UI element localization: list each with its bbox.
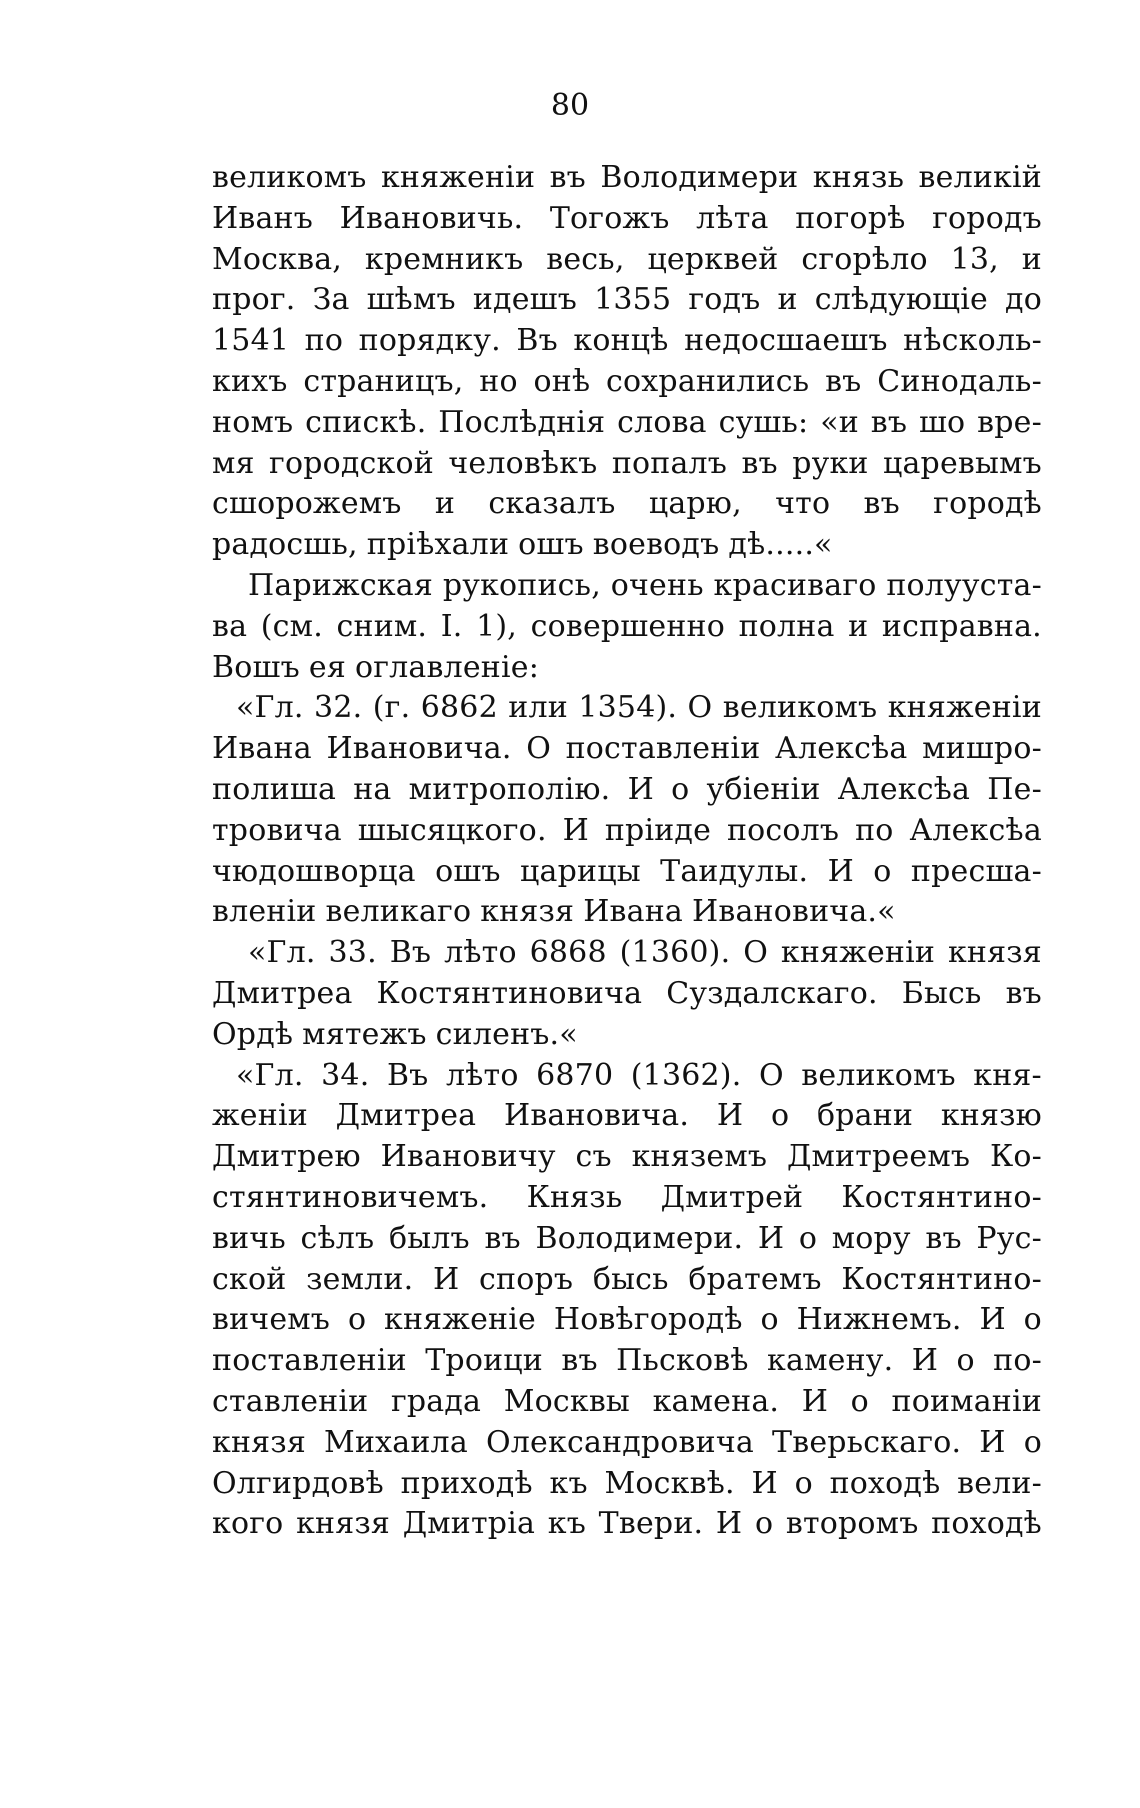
word: человѣкъ: [448, 445, 598, 481]
word: За: [312, 282, 350, 318]
word: полиша: [212, 771, 337, 807]
text-line: [212, 933, 1042, 974]
word: пріѣхали: [366, 527, 510, 563]
word: чюдошворца: [212, 853, 416, 889]
word: руки: [792, 445, 869, 481]
word: споръ: [479, 1261, 574, 1297]
word: Костянтиновича: [376, 975, 643, 1011]
page-number: 80: [550, 88, 590, 123]
word: приходѣ: [400, 1465, 533, 1501]
word: городъ: [932, 200, 1042, 236]
word: (1360).: [619, 935, 731, 971]
word: 6870: [536, 1057, 614, 1093]
word: оглавленіе:: [354, 649, 540, 685]
word: нѣсколь-: [903, 323, 1042, 359]
word: и: [1021, 241, 1042, 277]
text-line: [212, 1056, 1042, 1097]
word: мятежъ: [302, 1016, 427, 1052]
word: Твери.: [598, 1506, 704, 1542]
word: Олгирдовѣ: [212, 1465, 384, 1501]
word: лѣто: [444, 935, 517, 971]
word: пресша-: [910, 853, 1042, 889]
word: 1354).: [578, 690, 678, 726]
word: недосшаешъ: [684, 323, 888, 359]
word: Ко-: [989, 1139, 1042, 1175]
word: Нижнемъ.: [796, 1302, 962, 1338]
word: порядку.: [358, 323, 501, 359]
word: Дмитріа: [402, 1506, 536, 1542]
word: Костянтино-: [841, 1261, 1042, 1297]
word: концѣ: [573, 323, 669, 359]
word: Послѣднія: [438, 404, 606, 440]
word: шо: [918, 404, 966, 440]
word: княженіи: [887, 690, 1042, 726]
word: Пе-: [987, 771, 1042, 807]
text-line: [212, 892, 1042, 933]
word: поставленіи: [565, 731, 761, 767]
word: Ивана: [583, 894, 684, 930]
text-line: [212, 1504, 1042, 1545]
text-line: [212, 1300, 1042, 1341]
word: ва: [212, 608, 248, 644]
word: (см.: [260, 608, 323, 644]
word: О: [758, 1057, 784, 1093]
text-line: [212, 1219, 1042, 1260]
word: городѣ: [933, 486, 1042, 522]
word: о: [794, 1465, 813, 1501]
word: сказалъ: [488, 486, 616, 522]
text-line: [212, 403, 1042, 444]
word: ской: [212, 1261, 287, 1297]
text-line: [212, 321, 1042, 362]
word: поиманіи: [891, 1383, 1042, 1419]
word: ошъ: [518, 527, 584, 563]
word: страницъ,: [303, 363, 464, 399]
word: князя: [212, 1424, 306, 1460]
word: сохранились: [606, 363, 810, 399]
word: полууста-: [886, 567, 1042, 603]
word: по: [855, 812, 894, 848]
word: великаго: [325, 894, 472, 930]
word: сшорожемъ: [212, 486, 402, 522]
word: былъ: [388, 1220, 470, 1256]
word: княженіе: [384, 1302, 536, 1338]
word: Ивановича.«: [692, 894, 896, 930]
word: Костянтино-: [841, 1179, 1042, 1215]
word: О: [743, 935, 768, 971]
text-line: [212, 1015, 1042, 1056]
word: И: [801, 1383, 829, 1419]
word: Алексѣа: [775, 731, 908, 767]
word: полна: [738, 608, 835, 644]
text-line: [212, 1178, 1042, 1219]
word: князя: [296, 1506, 391, 1542]
word: лѣто: [445, 1057, 519, 1093]
word: камена.: [652, 1383, 780, 1419]
word: походѣ: [931, 1506, 1042, 1542]
word: въ: [825, 363, 862, 399]
word: Дмитреемъ: [786, 1139, 971, 1175]
word: или: [508, 690, 568, 726]
word: царевымъ: [882, 445, 1042, 481]
word: Ивановичь.: [339, 200, 524, 236]
word: И: [757, 1220, 785, 1256]
text-line: [212, 1382, 1042, 1423]
word: радосшь,: [212, 527, 358, 563]
word: ея: [308, 649, 346, 685]
word: Алексѣа: [909, 812, 1042, 848]
word: сним.: [336, 608, 428, 644]
word: по-: [993, 1343, 1042, 1379]
word: ставленіи: [212, 1383, 369, 1419]
text-line: [212, 362, 1042, 403]
word: Москва,: [212, 241, 343, 277]
word: царицы: [520, 853, 641, 889]
word: до: [1005, 282, 1042, 318]
word: «Гл.: [236, 690, 304, 726]
word: къ: [549, 1465, 588, 1501]
word: Дмитреа: [212, 975, 353, 1011]
text-line: [212, 648, 1042, 689]
text-line: [212, 199, 1042, 240]
word: о: [770, 1098, 790, 1134]
word: Ордѣ: [212, 1016, 294, 1052]
word: Тогожъ: [549, 200, 670, 236]
word: о: [1023, 1424, 1042, 1460]
word: великій: [918, 160, 1042, 195]
word: Ивана: [212, 731, 312, 767]
word: походѣ: [829, 1465, 941, 1501]
word: 6862: [420, 690, 498, 726]
word: погорѣ: [795, 200, 906, 236]
word: митрополію.: [408, 771, 611, 807]
word: о: [347, 1302, 367, 1338]
word: идешъ: [472, 282, 578, 318]
word: убіеніи: [706, 771, 821, 807]
word: и: [434, 486, 456, 522]
word: вленіи: [212, 894, 317, 930]
word: И: [979, 1302, 1006, 1338]
word: князь: [812, 160, 905, 195]
word: очень: [610, 567, 704, 603]
word: въ: [1005, 975, 1042, 1011]
word: Новѣгородѣ: [553, 1302, 743, 1338]
word: вели-: [957, 1465, 1042, 1501]
text-line: [212, 444, 1042, 485]
word: Тверьскаго.: [772, 1424, 962, 1460]
word: что: [775, 486, 831, 522]
word: кого: [212, 1506, 284, 1542]
word: И: [751, 1465, 778, 1501]
word: съ: [575, 1139, 612, 1175]
word: мишро-: [922, 731, 1042, 767]
word: на: [353, 771, 392, 807]
word: Олександровича: [485, 1424, 754, 1460]
text-line: [212, 607, 1042, 648]
word: тровича: [212, 812, 342, 848]
word: Ивановича.: [326, 731, 512, 767]
word: Володимери.: [535, 1220, 744, 1256]
word: Ивановичу: [380, 1139, 556, 1175]
text-line: [212, 566, 1042, 607]
word: вре-: [977, 404, 1042, 440]
word: вичемъ: [212, 1302, 331, 1338]
word: великомъ: [212, 160, 367, 195]
word: (г.: [372, 690, 411, 726]
word: княженіи: [780, 935, 936, 971]
word: И: [716, 1098, 744, 1134]
word: сгорѣло: [801, 241, 928, 277]
word: кихъ: [212, 363, 288, 399]
word: и: [777, 282, 798, 318]
word: о: [956, 1343, 975, 1379]
word: Москвы: [503, 1383, 631, 1419]
word: о: [671, 771, 690, 807]
word: князя: [947, 935, 1042, 971]
word: о: [873, 853, 892, 889]
word: совершенно: [530, 608, 726, 644]
word: Ивановича.: [503, 1098, 690, 1134]
word: и: [848, 608, 869, 644]
word: о: [850, 1383, 869, 1419]
word: къ: [547, 1506, 586, 1542]
word: братемъ: [688, 1261, 822, 1297]
word: слѣдующіе: [814, 282, 988, 318]
word: въ: [741, 445, 778, 481]
word: Вошъ: [212, 649, 300, 685]
text-line: [212, 1137, 1042, 1178]
word: Дмитреа: [335, 1098, 477, 1134]
word: И: [562, 812, 589, 848]
word: земли.: [306, 1261, 414, 1297]
word: Таидулы.: [660, 853, 809, 889]
word: «и: [820, 404, 859, 440]
text-line: [212, 484, 1042, 525]
text-line: [212, 240, 1042, 281]
word: камену.: [767, 1343, 894, 1379]
word: Володимери: [600, 160, 799, 195]
word: кня-: [973, 1057, 1042, 1093]
text-line: [212, 688, 1042, 729]
word: царю,: [648, 486, 742, 522]
word: Суздалскаго.: [666, 975, 878, 1011]
word: лѣта: [696, 200, 769, 236]
word: града: [390, 1383, 482, 1419]
word: вичь: [212, 1220, 286, 1256]
word: дѣ.....«: [728, 527, 833, 563]
text-line: [212, 811, 1042, 852]
word: Дмитрею: [212, 1139, 361, 1175]
word: по: [304, 323, 344, 359]
word: «Гл.: [248, 935, 316, 971]
word: силенъ.«: [435, 1016, 578, 1052]
word: великомъ: [801, 1057, 956, 1093]
word: въ: [925, 1220, 962, 1256]
text-line: [212, 729, 1042, 770]
text-line: [212, 1096, 1042, 1137]
word: Иванъ: [212, 200, 314, 236]
word: 1),: [476, 608, 518, 644]
word: исправна.: [881, 608, 1042, 644]
word: въ: [549, 160, 586, 195]
word: въ: [863, 486, 900, 522]
word: (1362).: [630, 1057, 742, 1093]
word: великомъ: [722, 690, 878, 726]
word: номъ: [212, 404, 294, 440]
text-line: [212, 158, 1042, 199]
word: Парижская: [248, 567, 434, 603]
word: шысяцкого.: [357, 812, 547, 848]
word: кремникъ: [364, 241, 524, 277]
word: поставленіи: [212, 1343, 407, 1379]
word: Москвѣ.: [604, 1465, 735, 1501]
text-line: [212, 525, 1042, 566]
word: пріиде: [604, 812, 712, 848]
word: 1541: [212, 323, 290, 359]
word: Въ: [389, 935, 432, 971]
word: 13,: [950, 241, 999, 277]
text-line: [212, 770, 1042, 811]
word: бысь: [592, 1261, 669, 1297]
word: «Гл.: [236, 1057, 304, 1093]
word: О: [526, 731, 551, 767]
word: второмъ: [785, 1506, 919, 1542]
word: Михаила: [324, 1424, 468, 1460]
word: 1355: [594, 282, 672, 318]
word: ошъ: [435, 853, 501, 889]
word: Синодаль-: [877, 363, 1042, 399]
word: И: [911, 1343, 939, 1379]
word: 32.: [314, 690, 363, 726]
word: 6868: [529, 935, 607, 971]
word: воеводъ: [592, 527, 720, 563]
word: слова: [617, 404, 707, 440]
text-line: [212, 280, 1042, 321]
word: годъ: [688, 282, 761, 318]
word: мору: [831, 1220, 911, 1256]
word: брани: [816, 1098, 914, 1134]
word: сушь:: [718, 404, 809, 440]
text-line: [212, 974, 1042, 1015]
word: о: [1023, 1302, 1042, 1338]
word: о: [760, 1302, 779, 1338]
word: 33.: [328, 935, 377, 971]
text-line: [212, 1260, 1042, 1301]
word: женіи: [212, 1098, 308, 1134]
body-text: [212, 158, 1042, 1545]
word: онѣ: [533, 363, 591, 399]
word: Троици: [425, 1343, 543, 1379]
word: посолъ: [726, 812, 840, 848]
word: И: [627, 771, 654, 807]
text-line: [212, 1464, 1042, 1505]
word: князя: [480, 894, 575, 930]
word: О: [687, 690, 713, 726]
word: Бысь: [901, 975, 982, 1011]
word: 34.: [321, 1057, 370, 1093]
word: спискѣ.: [305, 404, 427, 440]
word: красиваго: [713, 567, 877, 603]
word: И: [979, 1424, 1006, 1460]
text-line: [212, 852, 1042, 893]
word: церквей: [647, 241, 779, 277]
text-line: [212, 1423, 1042, 1464]
word: I.: [440, 608, 463, 644]
word: сѣлъ: [300, 1220, 375, 1256]
word: въ: [484, 1220, 521, 1256]
word: въ: [870, 404, 908, 440]
word: князю: [940, 1098, 1042, 1134]
word: рукопись,: [442, 567, 601, 603]
word: попалъ: [611, 445, 728, 481]
word: Рус-: [976, 1220, 1042, 1256]
word: о: [798, 1220, 818, 1256]
word: городской: [269, 445, 434, 481]
word: Алексѣа: [837, 771, 971, 807]
word: И: [827, 853, 854, 889]
word: Дмитрей: [660, 1179, 804, 1215]
word: весь,: [546, 241, 625, 277]
word: Князь: [526, 1179, 623, 1215]
text-line: [212, 1341, 1042, 1382]
word: мя: [212, 445, 255, 481]
word: о: [754, 1506, 774, 1542]
word: И: [715, 1506, 743, 1542]
word: въ: [561, 1343, 598, 1379]
word: стянтиновичемъ.: [212, 1179, 489, 1215]
word: Пьсковѣ: [616, 1343, 749, 1379]
word: прог.: [212, 282, 296, 318]
word: княземъ: [631, 1139, 768, 1175]
word: шѣмъ: [366, 282, 456, 318]
word: но: [479, 363, 518, 399]
word: княженіи: [380, 160, 536, 195]
word: Въ: [516, 323, 558, 359]
word: Въ: [386, 1057, 429, 1093]
word: И: [432, 1261, 460, 1297]
